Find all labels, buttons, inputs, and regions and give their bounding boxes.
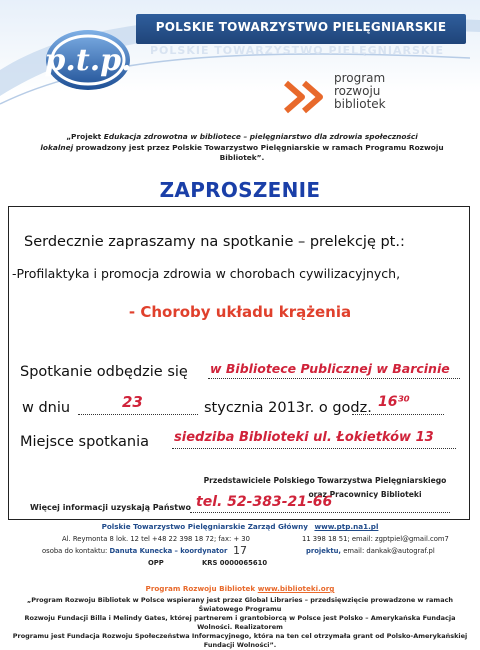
logo-text: p.t.p. xyxy=(44,43,132,78)
project-note xyxy=(22,132,462,164)
program-link-label: Program Rozwoju Bibliotek xyxy=(145,584,256,593)
project-email: email: dankak@autograf.pl xyxy=(343,547,435,555)
project-note-line1 xyxy=(22,132,462,143)
date-month: stycznia 2013r. o godz. xyxy=(204,400,372,416)
place-label: Spotkanie odbędzie się xyxy=(20,364,188,380)
program-logo-word: bibliotek xyxy=(334,97,386,111)
footer-krs: KRS 0000065610 xyxy=(202,559,268,567)
project-note-prefix: „Projekt xyxy=(66,132,104,141)
lecture-subtopic: - Choroby układu krążenia xyxy=(128,303,352,321)
organizers-line1: Przedstawiciele Polskiego Towarzystwa Pielęgniarskiego xyxy=(203,476,447,485)
org-name: POLSKIE TOWARZYSTWO PIELĘGNIARSKIE xyxy=(155,20,447,34)
double-chevron-icon xyxy=(284,80,330,114)
project-name: Edukacja zdrowotna w bibliotece – pielęgniarstwo dla zdrowia społeczności xyxy=(103,132,418,141)
venue-dotted-line xyxy=(172,448,456,449)
program-link xyxy=(0,584,480,593)
contact-label: osoba do kontaktu: xyxy=(42,547,108,555)
funding-note-line3: Programu jest Fundacja Rozwoju Społeczeństwa Informacyjnego, która na ten cel otrzymała grant od Polsko-Amerykańskiej Fundacji Wolności”. xyxy=(12,632,468,649)
funding-note-line2: Rozwoju Fundacji Billa i Melindy Gates, której partnerem i grantobiorcą w Polsce jest Polsko – Amerykańska Fundacja Wolności. Realizatorem xyxy=(24,614,456,631)
venue-handwritten: siedziba Biblioteki ul. Łokietków 13 xyxy=(174,430,434,445)
project-note-suffix: prowadzony jest przez Polskie Towarzystwo Pielęgniarskie w ramach Programu Rozwoju Bibliotek”. xyxy=(73,142,444,162)
project-label: projektu, xyxy=(306,547,342,555)
program-logo-word: rozwoju xyxy=(334,84,381,98)
contact-name: Danuta Kunecka – koordynator xyxy=(109,547,228,555)
invitation-intro: Serdecznie zapraszamy na spotkanie – prelekcję pt.: xyxy=(24,234,405,250)
footer-opp: OPP xyxy=(148,559,164,567)
program-website-link[interactable]: www.biblioteki.org xyxy=(257,584,335,593)
venue-label: Miejsce spotkania xyxy=(20,434,149,450)
org-banner xyxy=(136,14,466,44)
footer-address: Al. Reymonta 8 lok. 12 tel +48 22 398 18 72; fax: + 30 xyxy=(62,535,250,543)
footer-contact xyxy=(42,547,227,555)
project-note-line2 xyxy=(22,143,462,164)
ptp-logo xyxy=(42,22,134,94)
handwritten-number: 17 xyxy=(233,544,247,557)
program-logo-text xyxy=(334,72,386,111)
place-handwritten: w Bibliotece Publicznej w Barcinie xyxy=(210,361,450,376)
project-name-end: lokalnej xyxy=(40,142,74,152)
date-label: w dniu xyxy=(22,400,71,416)
program-logo-word: program xyxy=(334,71,386,85)
date-day-handwritten: 23 xyxy=(122,393,143,411)
footer-website-link[interactable]: www.ptp.na1.pl xyxy=(314,522,379,531)
organizers-line2: oraz Pracownicy Biblioteki xyxy=(308,490,422,499)
time-handwritten: 16³⁰ xyxy=(378,394,410,410)
page-title: ZAPROSZENIE xyxy=(159,178,321,202)
phone-handwritten: tel. 52-383-21-66 xyxy=(196,494,333,510)
footer-phone: 11 398 18 51; email: zgptpiel@gmail.com7 xyxy=(302,535,449,543)
time-dotted-line xyxy=(352,414,444,415)
funding-note-line1: „Program Rozwoju Bibliotek w Polsce wspierany jest przez Global Libraries – przedsięwzięcie prowadzone w ramach Światowego Programu xyxy=(26,596,454,613)
org-name-watermark: POLSKIE TOWARZYSTWO PIELĘGNIARSKIE xyxy=(150,44,445,57)
lecture-topic: -Profilaktyka i promocja zdrowia w chorobach cywilizacyjnych, xyxy=(12,266,401,281)
footer-project-contact xyxy=(306,547,435,555)
phone-dotted-line xyxy=(190,512,450,513)
more-info-label: Więcej informacji uzyskają Państwo xyxy=(30,503,191,512)
program-rozwoju-bibliotek-logo xyxy=(284,72,444,122)
footer xyxy=(6,522,474,580)
footer-org: Polskie Towarzystwo Pielęgniarskie Zarząd Główny xyxy=(101,522,308,531)
date-dotted-line xyxy=(78,414,198,415)
funding-note xyxy=(10,596,470,650)
place-dotted-line xyxy=(208,378,460,379)
footer-title xyxy=(6,522,474,531)
letterhead xyxy=(0,0,480,128)
